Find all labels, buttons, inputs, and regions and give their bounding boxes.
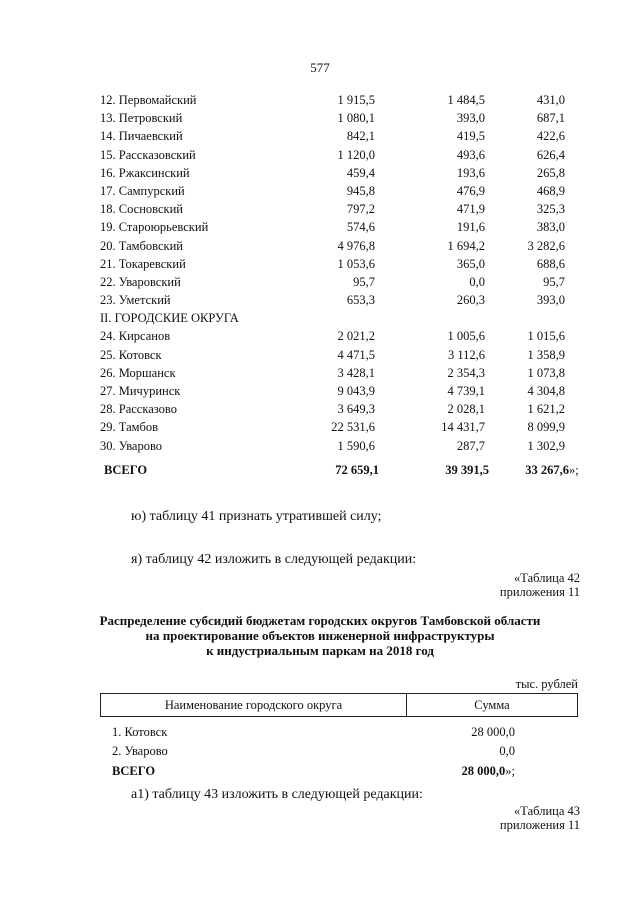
table-row (100, 273, 580, 291)
title-line-3: к индустриальным паркам на 2018 год (206, 643, 434, 658)
col2-value: 260,3 (456, 293, 485, 308)
col2-value: 493,6 (456, 147, 485, 162)
col1-value: 22 531,6 (331, 420, 375, 435)
header-sum: Сумма (474, 698, 510, 712)
total-number: 28 000,0 (461, 764, 506, 778)
row-name: 18. Сосновский (100, 202, 183, 217)
table42-ref-line1: «Таблица 42 (514, 571, 580, 585)
col1-value: 945,8 (346, 183, 375, 198)
row-name: 20. Тамбовский (100, 238, 183, 253)
table42-reference (430, 571, 580, 599)
row-name: 13. Петровский (100, 111, 183, 126)
col1-value: 3 649,3 (337, 402, 375, 417)
table-row (100, 127, 580, 145)
row-value: 0,0 (499, 743, 515, 758)
col2-value: 476,9 (456, 183, 485, 198)
row-name: 25. Котовск (100, 347, 162, 362)
col1-value: 1 590,6 (337, 438, 375, 453)
instruction-ya: я) таблицу 42 изложить в следующей редакции: (131, 552, 417, 567)
col1-value: 653,3 (346, 293, 375, 308)
section-label: II. ГОРОДСКИЕ ОКРУГА (100, 311, 239, 326)
total-suffix: »; (505, 764, 515, 778)
table-row (100, 237, 580, 255)
col1-value: 1 120,0 (337, 147, 375, 162)
col1-value: 574,6 (346, 220, 375, 235)
col2-value: 393,0 (456, 111, 485, 126)
col1-value: 4 976,8 (337, 238, 375, 253)
col2-value: 39 391,5 (445, 462, 489, 477)
col1-value: 459,4 (346, 165, 375, 180)
total-label: ВСЕГО (112, 764, 156, 778)
table-row (100, 200, 580, 218)
col3-value: 1 015,6 (527, 329, 565, 344)
table42-title (0, 613, 640, 658)
col2-value: 1 005,6 (447, 329, 485, 344)
col3-value: 383,0 (536, 220, 565, 235)
table-row (100, 327, 580, 345)
col2-value: 3 112,6 (447, 347, 485, 362)
col3-value: 1 073,8 (527, 365, 565, 380)
subsidy-table-continued (100, 91, 580, 479)
col1-value: 2 021,2 (337, 329, 375, 344)
col2-value: 365,0 (456, 256, 485, 271)
total-row (100, 762, 578, 781)
col1-value: 72 659,1 (335, 462, 379, 477)
total-suffix: »; (569, 462, 579, 477)
row-name: 22. Уваровский (100, 274, 181, 289)
col1-value: 95,7 (353, 274, 375, 289)
table-row (100, 437, 580, 455)
col3-value: 95,7 (543, 274, 565, 289)
row-name: 29. Тамбов (100, 420, 159, 435)
col3-value: 687,1 (536, 111, 565, 126)
col1-value: 4 471,5 (337, 347, 375, 362)
table-row (100, 723, 578, 742)
table-row (100, 164, 580, 182)
col2-value: 193,6 (456, 165, 485, 180)
col2-value: 471,9 (456, 202, 485, 217)
row-name: 2. Уварово (112, 743, 168, 758)
col2-value: 2 354,3 (447, 365, 485, 380)
table-row (100, 218, 580, 236)
table-row (100, 109, 580, 127)
row-name: 17. Сампурский (100, 183, 185, 198)
row-value: 28 000,0 (471, 725, 515, 739)
col3-value: 3 282,6 (527, 238, 565, 253)
col3-value: 33 267,6 »; (489, 461, 569, 479)
row-name: ВСЕГО (104, 462, 148, 477)
col3-value: 688,6 (536, 256, 565, 271)
total-row (100, 461, 580, 479)
title-line-2: на проектирование объектов инженерной инфраструктуры (145, 628, 495, 643)
row-name: 1. Котовск (112, 725, 168, 739)
row-name: 30. Уварово (100, 438, 163, 453)
title-line-1: Распределение субсидий бюджетам городских округов Тамбовской области (99, 613, 541, 628)
table43-reference (430, 804, 580, 832)
total-value (407, 762, 515, 781)
col2-value: 1 484,5 (447, 93, 485, 107)
col2-value: 14 431,7 (441, 420, 485, 435)
col3-value: 626,4 (536, 147, 565, 162)
row-name: 21. Токаревский (100, 256, 186, 271)
row-name: 28. Рассказово (100, 402, 177, 417)
col3-value: 393,0 (536, 293, 565, 308)
row-name: 16. Ржаксинский (100, 165, 190, 180)
col3-value: 468,9 (536, 183, 565, 198)
table-row (100, 382, 580, 400)
instruction-a1: а1) таблицу 43 изложить в следующей редакции: (131, 787, 423, 802)
col1-value: 1 080,1 (337, 111, 375, 126)
table-row (100, 182, 580, 200)
col2-value: 0,0 (469, 274, 485, 289)
table43-ref-line2: приложения 11 (499, 818, 580, 832)
table-row (100, 346, 580, 364)
table42-ref-line2: приложения 11 (499, 585, 580, 599)
table-row (100, 291, 580, 309)
header-name: Наименование городского округа (101, 694, 407, 716)
col2-value: 4 739,1 (447, 384, 485, 398)
col3-value: 1 358,9 (527, 347, 565, 362)
col3-value: 422,6 (536, 129, 565, 144)
table-row (100, 364, 580, 382)
table-row (100, 255, 580, 273)
page-number: 577 (310, 60, 330, 75)
table43-ref-line1: «Таблица 43 (514, 804, 580, 818)
col3-value: 265,8 (536, 165, 565, 180)
col1-value: 3 428,1 (337, 365, 375, 380)
table-row (100, 91, 580, 109)
col2-value: 287,7 (456, 438, 485, 453)
col1-value: 9 043,9 (337, 384, 375, 398)
row-name: 27. Мичуринск (100, 384, 181, 398)
col3-value: 1 621,2 (527, 402, 565, 417)
col3-value: 8 099,9 (527, 420, 565, 435)
col2-value: 2 028,1 (447, 402, 485, 417)
col1-value: 797,2 (346, 202, 375, 217)
col2-value: 191,6 (456, 220, 485, 235)
table-row (100, 418, 580, 436)
col2-value: 1 694,2 (447, 238, 485, 253)
row-name: 15. Рассказовский (100, 147, 196, 162)
col1-value: 842,1 (346, 129, 375, 144)
row-name: 19. Староюрьевский (100, 220, 209, 235)
col1-value: 1 915,5 (337, 93, 375, 107)
col3-value: 4 304,8 (527, 384, 565, 398)
table-row (100, 742, 578, 761)
row-name: 12. Первомайский (100, 93, 197, 107)
col2-value: 419,5 (456, 129, 485, 144)
table42 (100, 677, 578, 781)
section-heading (100, 309, 580, 327)
units-label: тыс. рублей (515, 677, 578, 691)
table-row (100, 400, 580, 418)
instruction-yu: ю) таблицу 41 признать утратившей силу; (131, 509, 382, 524)
row-name: 26. Моршанск (100, 365, 176, 380)
col1-value: 1 053,6 (337, 256, 375, 271)
row-name: 24. Кирсанов (100, 329, 171, 344)
col3-value: 325,3 (536, 202, 565, 217)
col3-value: 1 302,9 (527, 438, 565, 453)
row-name: 23. Уметский (100, 293, 171, 308)
row-name: 14. Пичаевский (100, 129, 183, 144)
col3-value: 431,0 (536, 93, 565, 107)
table-row (100, 146, 580, 164)
table42-header (100, 693, 578, 717)
